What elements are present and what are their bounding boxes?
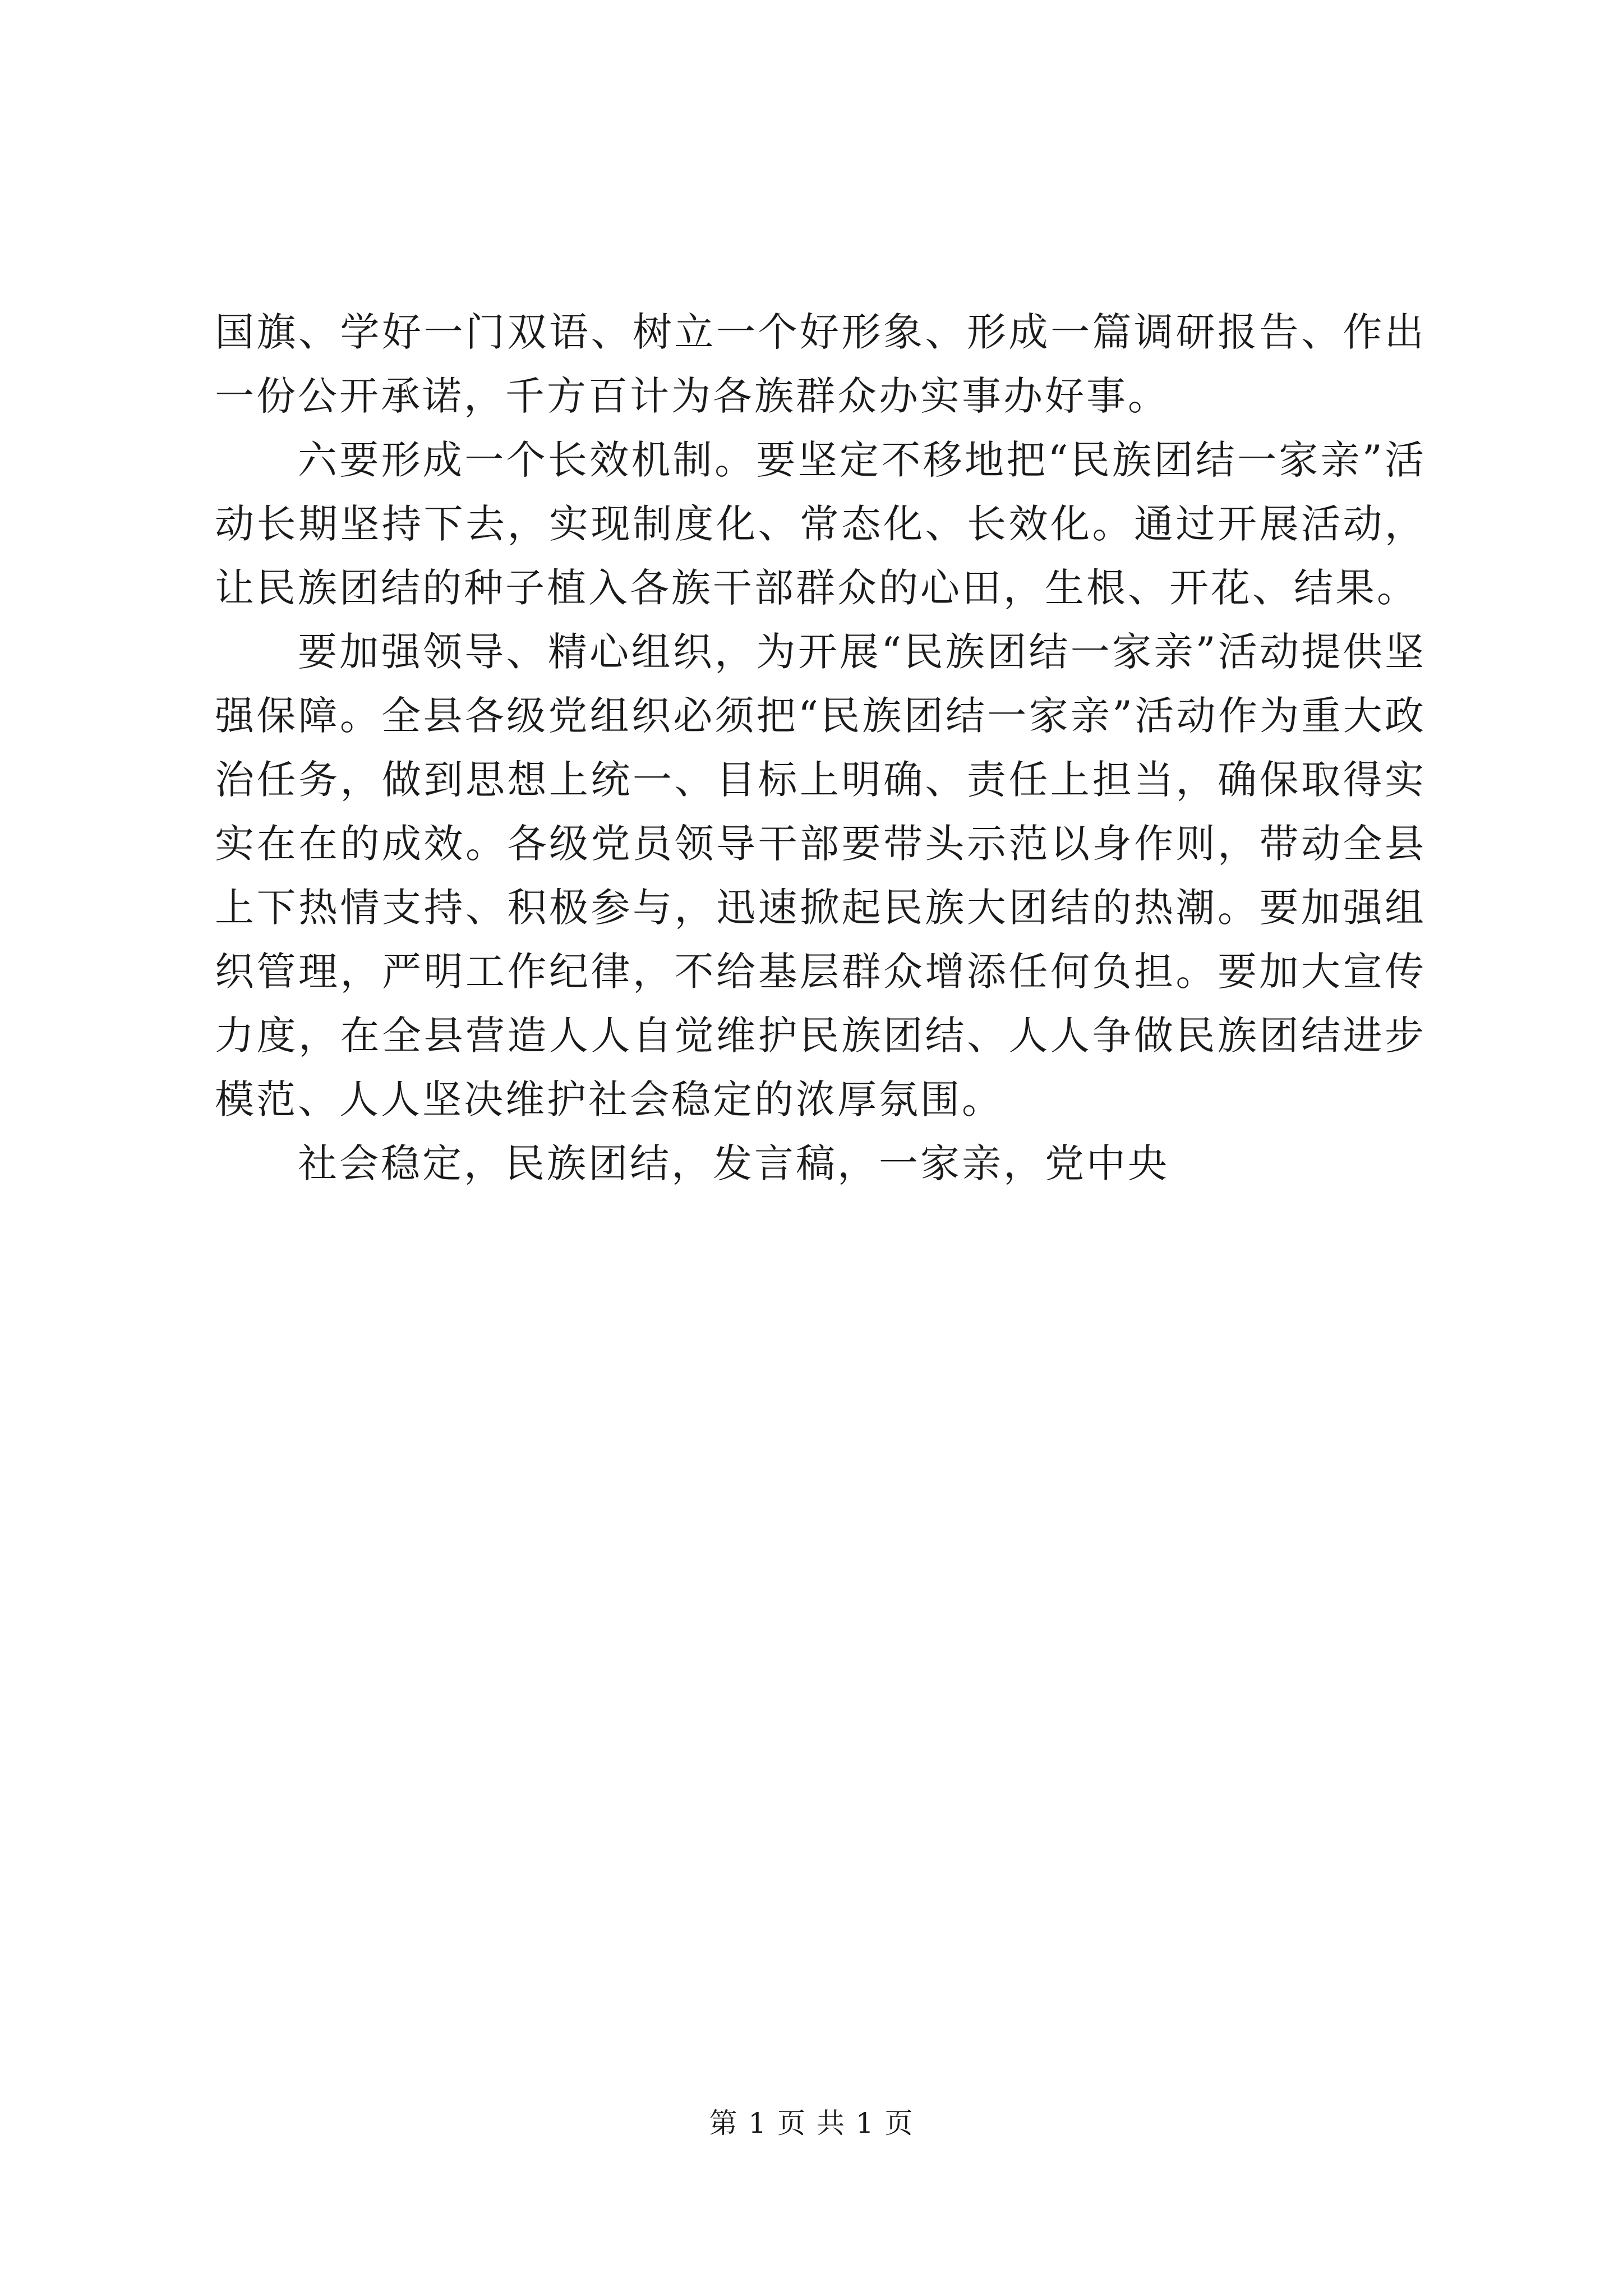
page-footer: 第 1 页 共 1 页: [709, 2107, 914, 2139]
paragraph-long-term-mechanism: 六要形成一个长效机制。要坚定不移地把“民族团结一家亲”活动长期坚持下去，实现制度化、常态化、长效化。通过开展活动，让民族团结的种子植入各族干部群众的心田，生根、开花、结果。: [215, 437, 1426, 611]
paragraph-leadership: 要加强领导、精心组织，为开展“民族团结一家亲”活动提供坚强保障。全县各级党组织必须把“民族团结一家亲”活动作为重大政治任务，做到思想上统一、目标上明确、责任上担当，确保取得实实在在的成效。各级党员领导干部要带头示范以身作则，带动全县上下热情支持、积极参与，迅速掀起民族大团结的热潮。要加强组织管理，严明工作纪律，不给基层群众增添任何负担。要加大宣传力度，在全县营造人人自觉维护民族团结、人人争做民族团结进步模范、人人坚决维护社会稳定的浓厚氛围。: [215, 629, 1426, 1122]
document-body: [215, 300, 1426, 1195]
paragraph-continuation: 国旗、学好一门双语、树立一个好形象、形成一篇调研报告、作出一份公开承诺，千方百计为各族群众办实事办好事。: [215, 309, 1426, 419]
paragraph-keywords: 社会稳定，民族团结，发言稿，一家亲，党中央: [298, 1140, 1169, 1186]
